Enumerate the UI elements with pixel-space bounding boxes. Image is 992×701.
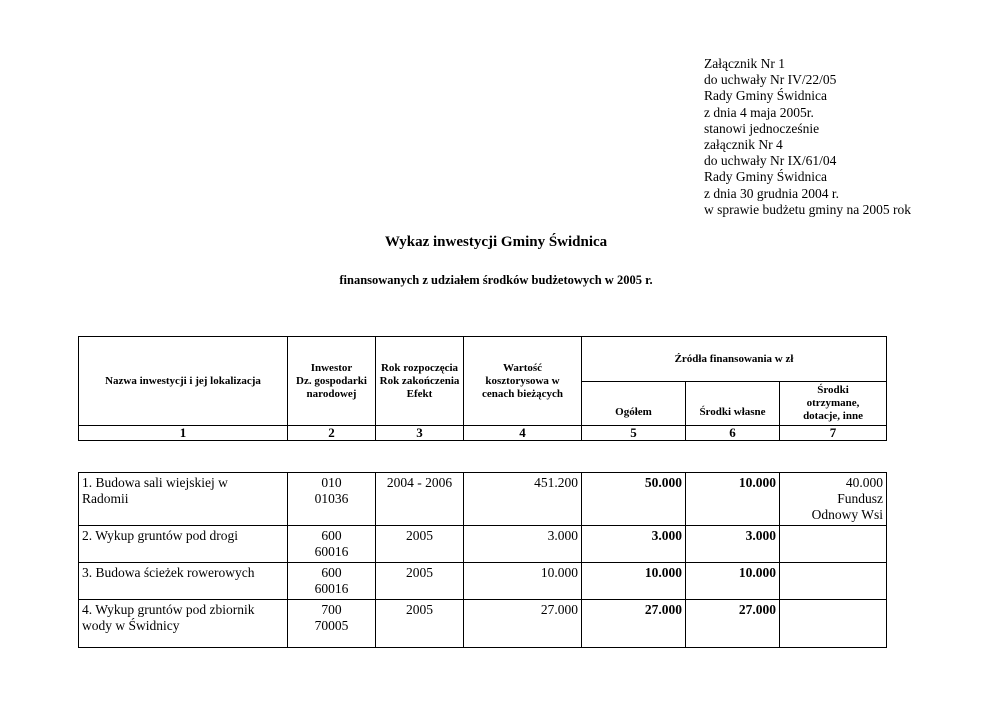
cell-value: 451.200 bbox=[464, 473, 582, 526]
table-row bbox=[79, 563, 887, 600]
header-sources: Źródła finansowania w zł bbox=[582, 337, 887, 382]
cell-years: 2005 bbox=[376, 526, 464, 563]
cell-total: 50.000 bbox=[582, 473, 686, 526]
table-row bbox=[79, 473, 887, 526]
header-own: Środki własne bbox=[686, 382, 780, 426]
cell-years: 2004 - 2006 bbox=[376, 473, 464, 526]
cell-received bbox=[780, 600, 887, 648]
column-number: 2 bbox=[288, 426, 376, 441]
annex-line: w sprawie budżetu gminy na 2005 rok bbox=[704, 201, 911, 217]
cell-investor: 700 70005 bbox=[288, 600, 376, 648]
cell-received bbox=[780, 526, 887, 563]
cell-received: 40.000 Fundusz Odnowy Wsi bbox=[780, 473, 887, 526]
document-title: Wykaz inwestycji Gminy Świdnica bbox=[384, 234, 608, 250]
annex-line: Załącznik Nr 1 bbox=[704, 56, 785, 71]
column-number: 3 bbox=[376, 426, 464, 441]
column-number: 4 bbox=[464, 426, 582, 441]
cell-name: 4. Wykup gruntów pod zbiornik wody w Świdnicy bbox=[79, 600, 288, 648]
header-table bbox=[78, 336, 887, 441]
column-number: 1 bbox=[79, 426, 288, 441]
cell-name: 2. Wykup gruntów pod drogi bbox=[79, 526, 288, 563]
cell-investor: 600 60016 bbox=[288, 563, 376, 600]
annex-line: Rady Gminy Świdnica bbox=[704, 88, 827, 104]
table-row bbox=[79, 600, 887, 648]
cell-name: 3. Budowa ścieżek rowerowych bbox=[79, 563, 288, 600]
cell-name: 1. Budowa sali wiejskiej w Radomii bbox=[79, 473, 288, 526]
annex-line: z dnia 4 maja 2005r. bbox=[704, 104, 814, 120]
annex-line: z dnia 30 grudnia 2004 r. bbox=[704, 185, 839, 201]
cell-value: 3.000 bbox=[464, 526, 582, 563]
cell-value: 10.000 bbox=[464, 563, 582, 600]
cell-years: 2005 bbox=[376, 600, 464, 648]
header-name: Nazwa inwestycji i jej lokalizacja bbox=[79, 337, 288, 426]
cell-total: 10.000 bbox=[582, 563, 686, 600]
header-received: Środki otrzymane, dotacje, inne bbox=[780, 382, 887, 426]
cell-own: 10.000 bbox=[686, 563, 780, 600]
annex-line: do uchwały Nr IV/22/05 bbox=[704, 72, 837, 88]
investments-table bbox=[78, 472, 887, 648]
cell-received bbox=[780, 563, 887, 600]
annex-line: stanowi jednocześnie bbox=[704, 120, 820, 136]
cell-value: 27.000 bbox=[464, 600, 582, 648]
cell-years: 2005 bbox=[376, 563, 464, 600]
cell-own: 10.000 bbox=[686, 473, 780, 526]
annex-note bbox=[704, 56, 911, 218]
annex-line: do uchwały Nr IX/61/04 bbox=[704, 153, 837, 169]
cell-total: 27.000 bbox=[582, 600, 686, 648]
header-total: Ogółem bbox=[582, 382, 686, 426]
cell-investor: 010 01036 bbox=[288, 473, 376, 526]
column-number: 7 bbox=[780, 426, 887, 441]
column-number: 5 bbox=[582, 426, 686, 441]
annex-line: załącznik Nr 4 bbox=[704, 137, 783, 153]
column-number: 6 bbox=[686, 426, 780, 441]
header-value: Wartość kosztorysowa w cenach bieżących bbox=[464, 337, 582, 426]
cell-total: 3.000 bbox=[582, 526, 686, 563]
annex-line: Rady Gminy Świdnica bbox=[704, 169, 827, 185]
cell-own: 3.000 bbox=[686, 526, 780, 563]
cell-own: 27.000 bbox=[686, 600, 780, 648]
header-investor: Inwestor Dz. gospodarki narodowej bbox=[288, 337, 376, 426]
header-year: Rok rozpoczęcia Rok zakończenia Efekt bbox=[376, 337, 464, 426]
cell-investor: 600 60016 bbox=[288, 526, 376, 563]
table-row bbox=[79, 526, 887, 563]
document-subtitle: finansowanych z udziałem środków budżetowych w 2005 r. bbox=[339, 273, 653, 287]
